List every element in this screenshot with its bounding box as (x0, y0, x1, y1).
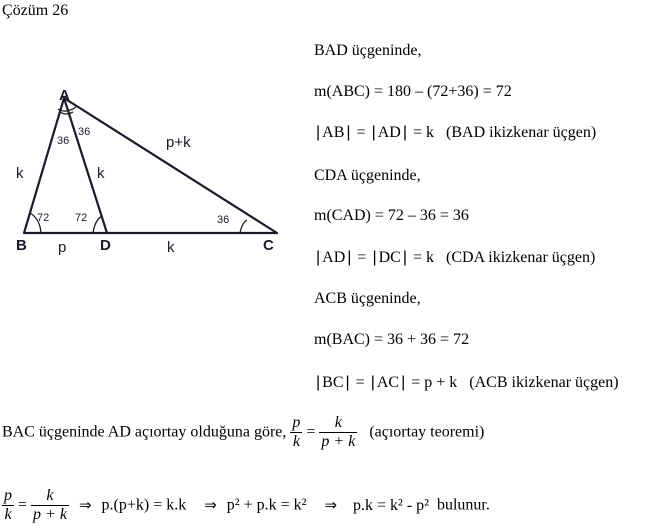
final-step-1: p.(p+k) = k.k (101, 496, 187, 514)
text-m-cad: m(CAD) = 72 – 36 = 36 (314, 207, 469, 224)
side-ad-label: k (97, 165, 105, 182)
implies-arrow-1: ⇒ (78, 496, 92, 514)
side-dc-label: k (167, 239, 175, 256)
final-step-2: p² + p.k = k² (226, 496, 307, 514)
text-bad-heading: BAD üçgeninde, (314, 42, 422, 59)
theorem-text: BAC üçgeninde AD açıortay olduğuna göre, (2, 423, 287, 441)
text-cda-heading: CDA üçgeninde, (314, 167, 421, 184)
side-ab-label: k (16, 165, 24, 182)
implies-arrow-3: ⇒ (324, 496, 338, 514)
text-acb-heading: ACB üçgeninde, (314, 290, 421, 307)
angle-acd-label: 36 (217, 214, 230, 226)
eq-ab-ad: | AB | = | AD | = k (BAD ikizkenar üçgen) (316, 124, 597, 141)
eq-ad-dc: | AD | = | DC | = k (CDA ikizkenar üçgen) (316, 249, 596, 266)
vertex-c: C (263, 237, 274, 254)
side-bd-label: p (58, 239, 67, 256)
triangle-figure (0, 82, 300, 262)
final-derivation: $\frac{p}{k}$ = $\frac{k}{p + k}$ ⇒ p.(p+k) = k.k ⇒ p² + p.k = k² ⇒ p.k = k² - p² bulunur. (4, 487, 490, 523)
text-m-bac: m(BAC) = 36 + 36 = 72 (314, 331, 470, 348)
final-step-3: p.k = k² - p² (353, 496, 429, 514)
final-lhs-fraction: $\frac{p}{k}$ (4, 487, 12, 523)
text-m-abc: m(ABC) = 180 – (72+36) = 72 (314, 83, 512, 100)
eq-bc-ac: | BC | = | AC | = p + k (ACB ikizkenar üçgen) (316, 374, 619, 391)
angle-bad-label: 36 (57, 135, 70, 147)
angle-abd-label: 72 (37, 212, 50, 224)
angle-dac-label: 36 (78, 126, 91, 138)
angle-adb-label: 72 (75, 212, 88, 224)
theorem-rhs-fraction: $\frac{k}{p + k}$ (321, 414, 356, 450)
final-rhs-fraction: $\frac{k}{p + k}$ (33, 487, 67, 523)
vertex-a: A (59, 87, 70, 104)
implies-arrow-2: ⇒ (204, 496, 217, 514)
side-ac-label: p+k (166, 134, 191, 151)
theorem-lhs-fraction: $\frac{p}{k}$ (292, 414, 301, 450)
vertex-d: D (100, 237, 111, 254)
theorem-note: (açıortay teoremi) (369, 423, 485, 441)
theorem-line: BAC üçgeninde AD açıortay olduğuna göre, $\frac{p}{k}$ = $\frac{k}{p + k}$ (açıortay teoremi) (2, 414, 485, 450)
solution-title: Çözüm 26 (2, 2, 69, 19)
final-tail: bulunur. (436, 496, 490, 514)
vertex-b: B (16, 237, 27, 254)
